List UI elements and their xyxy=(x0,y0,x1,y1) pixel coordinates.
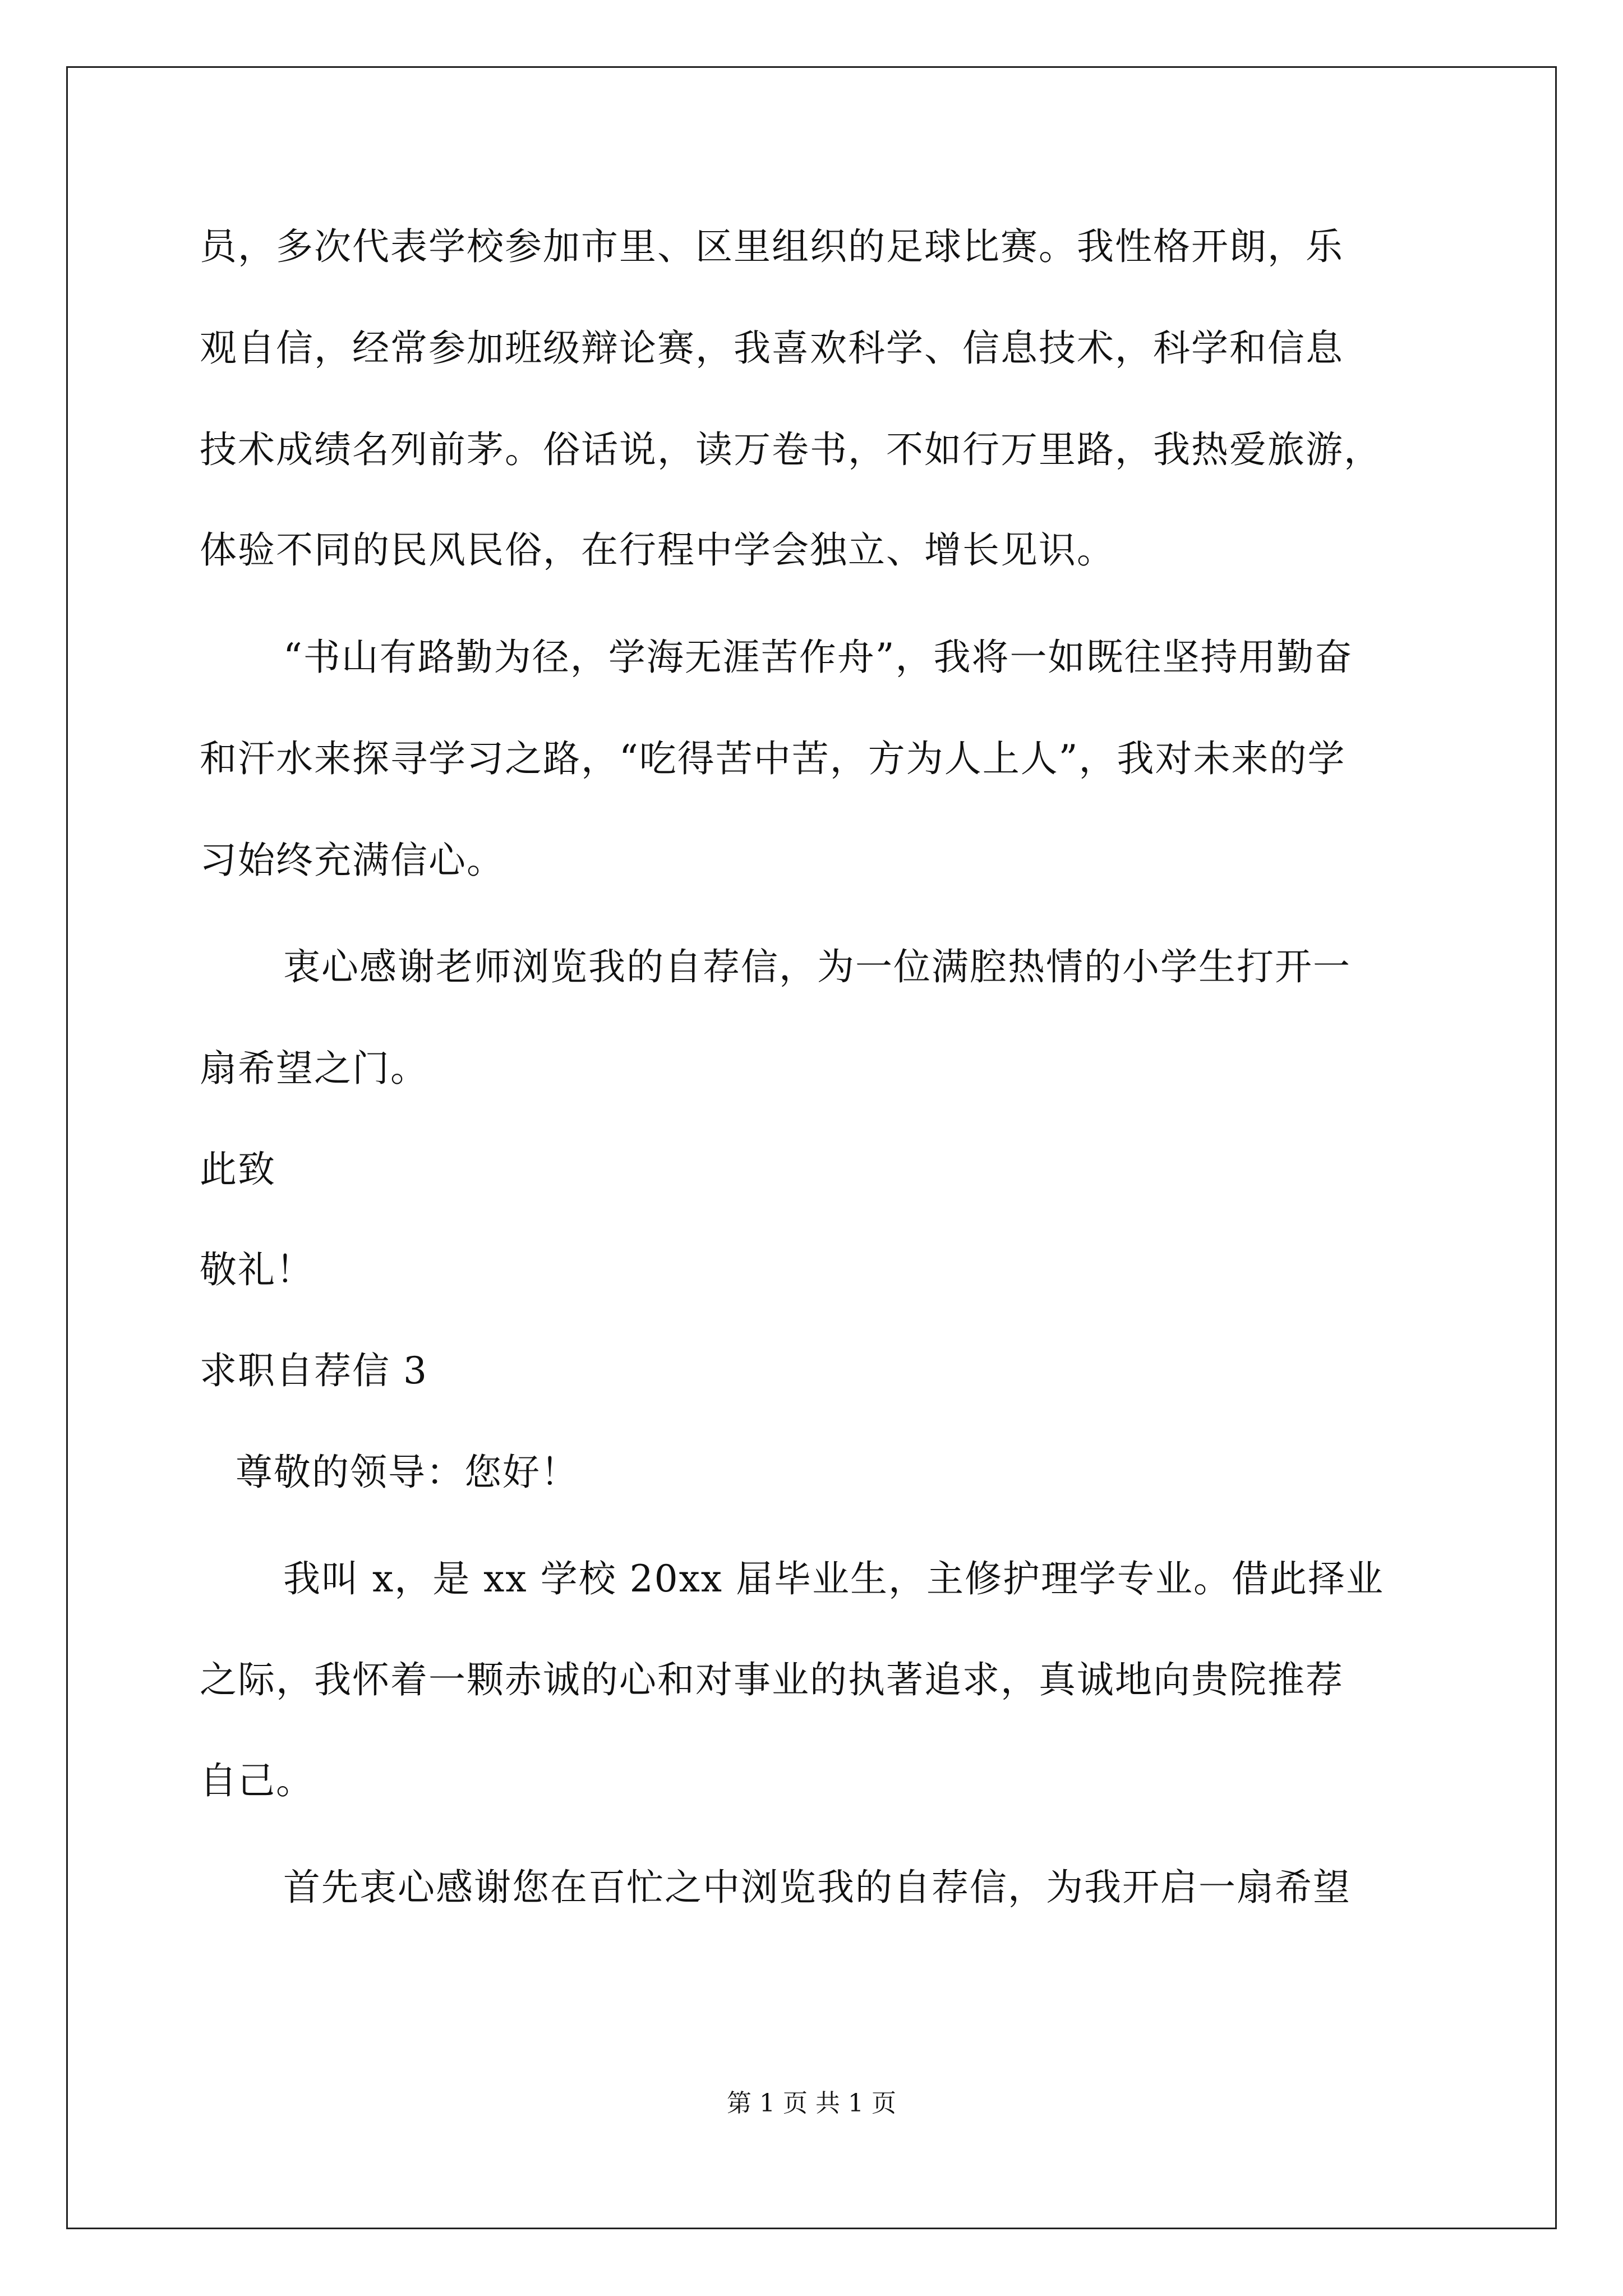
body-text-line: “书山有路勤为径，学海无涯苦作舟”，我将一如既往坚持用勤奋 xyxy=(283,636,1353,679)
closing-salutation: 此致 xyxy=(200,1148,276,1191)
body-text-line: 技术成绩名列前茅。俗话说，读万卷书，不如行万里路，我热爱旅游， xyxy=(200,428,1382,471)
body-text-line: 员，多次代表学校参加市里、区里组织的足球比赛。我性格开朗，乐 xyxy=(200,225,1344,268)
body-text-line: 我叫 x，是 xx 学校 20xx 届毕业生，主修护理学专业。借此择业 xyxy=(283,1557,1384,1600)
body-text-line: 衷心感谢老师浏览我的自荐信，为一位满腔热情的小学生打开一 xyxy=(283,945,1351,988)
section-heading: 求职自荐信 3 xyxy=(200,1349,428,1392)
body-text-line: 扇希望之门。 xyxy=(200,1047,428,1090)
body-text-line: 和汗水来探寻学习之路，“吃得苦中苦，方为人上人”，我对未来的学 xyxy=(200,737,1346,780)
body-text-line: 自己。 xyxy=(200,1759,314,1802)
greeting: 尊敬的领导：您好！ xyxy=(236,1451,579,1494)
page-number-footer: 第 1 页 共 1 页 xyxy=(727,2089,896,2118)
body-text-line: 首先衷心感谢您在百忙之中浏览我的自荐信，为我开启一扇希望 xyxy=(283,1866,1351,1909)
body-text-line: 观自信，经常参加班级辩论赛，我喜欢科学、信息技术，科学和信息 xyxy=(200,326,1344,370)
body-text-line: 体验不同的民风民俗，在行程中学会独立、增长见识。 xyxy=(200,528,1115,572)
body-text-line: 之际，我怀着一颗赤诚的心和对事业的执著追求，真诚地向贵院推荐 xyxy=(200,1658,1344,1701)
closing-respect: 敬礼！ xyxy=(200,1248,314,1291)
body-text-line: 习始终充满信心。 xyxy=(200,839,505,882)
